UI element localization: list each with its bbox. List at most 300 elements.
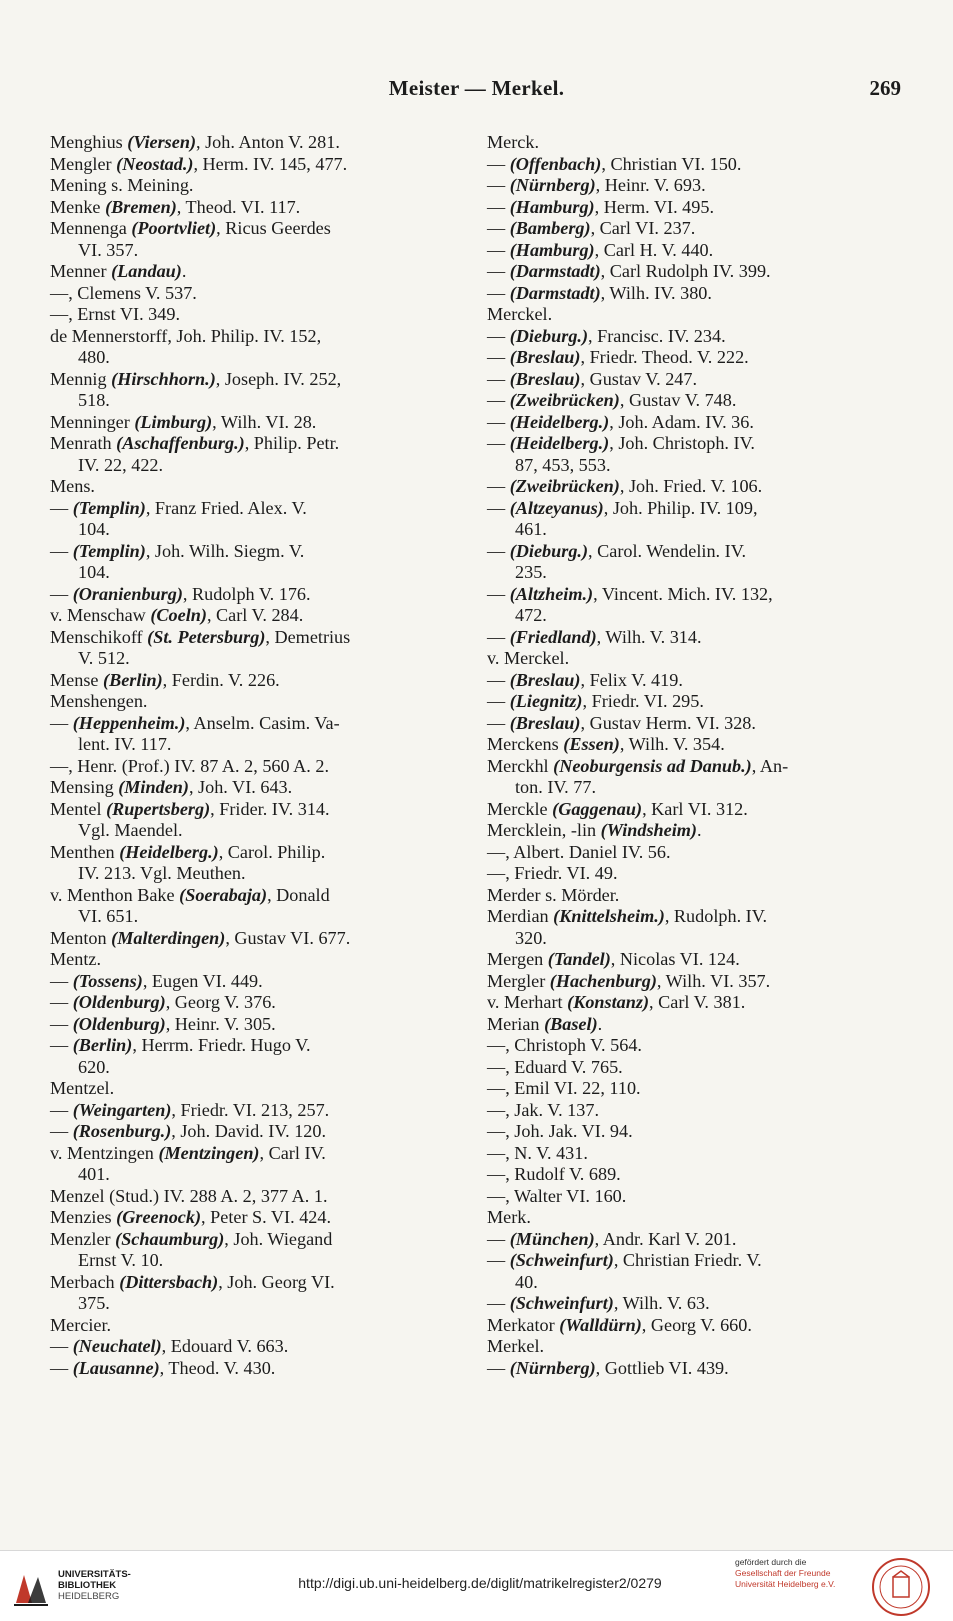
index-entry bbox=[487, 842, 907, 864]
entry-text: —, N. V. 431. bbox=[487, 1142, 588, 1163]
entry-line bbox=[487, 240, 713, 260]
entry-text: Menzies bbox=[50, 1207, 117, 1227]
entry-line bbox=[487, 1057, 623, 1077]
entry-line bbox=[50, 992, 276, 1012]
index-entry bbox=[487, 1186, 907, 1208]
entry-line bbox=[50, 132, 340, 152]
entry-line bbox=[487, 885, 619, 905]
entry-details: , Franz Fried. Alex. V. bbox=[145, 497, 307, 518]
entry-place: (Greenock) bbox=[116, 1207, 202, 1227]
index-entry bbox=[50, 691, 470, 713]
entry-text: —, Clemens V. 537. bbox=[50, 282, 197, 303]
entry-line bbox=[487, 756, 788, 776]
index-entry bbox=[50, 1358, 470, 1380]
library-logo-icon bbox=[10, 1567, 52, 1609]
entry-text: — bbox=[50, 1013, 73, 1034]
index-entry bbox=[487, 175, 907, 197]
entry-place: (Heidelberg.) bbox=[509, 433, 610, 453]
index-entry bbox=[50, 283, 470, 305]
entry-place: (Windsheim) bbox=[600, 820, 697, 840]
index-entry bbox=[50, 584, 470, 606]
entry-continuation: 480. bbox=[78, 347, 110, 367]
entry-details: , Peter S. VI. 424. bbox=[201, 1207, 332, 1227]
entry-details: , Christian VI. 150. bbox=[601, 153, 742, 174]
entry-text: — bbox=[487, 691, 510, 711]
entry-line bbox=[50, 971, 263, 991]
entry-continuation: 620. bbox=[78, 1056, 110, 1077]
index-entry bbox=[487, 132, 907, 154]
entry-place: (Hachenburg) bbox=[549, 970, 657, 991]
entry-text: —, Henr. (Prof.) IV. 87 A. 2, 560 A. 2. bbox=[50, 755, 330, 776]
index-entry bbox=[50, 928, 470, 950]
index-entry bbox=[487, 1164, 907, 1186]
entry-details: , Theod. VI. 117. bbox=[176, 196, 301, 217]
entry-place: (Darmstadt) bbox=[509, 282, 601, 303]
entry-text: —, Albert. Daniel IV. 56. bbox=[487, 841, 671, 862]
index-entry bbox=[50, 218, 470, 261]
entry-text: — bbox=[487, 411, 510, 432]
entry-place: (Aschaffenburg.) bbox=[116, 433, 245, 453]
entry-text: Menzel (Stud.) IV. 288 A. 2, 377 A. 1. bbox=[50, 1185, 328, 1206]
entry-details: , Joseph. IV. 252, bbox=[215, 368, 342, 389]
index-entry bbox=[487, 906, 907, 949]
index-entry bbox=[50, 1121, 470, 1143]
entry-line bbox=[50, 283, 197, 303]
index-entry bbox=[50, 433, 470, 476]
entry-line bbox=[50, 433, 339, 453]
entry-place: (Neostad.) bbox=[116, 153, 194, 174]
entry-details: , Heinr. V. 305. bbox=[165, 1013, 276, 1034]
entry-continuation: ton. IV. 77. bbox=[515, 777, 597, 797]
index-entry bbox=[487, 1229, 907, 1251]
entry-text: Mennig bbox=[50, 368, 112, 389]
entry-place: (Basel) bbox=[544, 1013, 598, 1034]
entry-text: Menner bbox=[50, 261, 112, 281]
entry-details: , Gustav Herm. VI. 328. bbox=[580, 712, 756, 733]
entry-text: Merckhl bbox=[487, 755, 554, 776]
entry-line bbox=[487, 734, 725, 754]
entry-details: , Herm. IV. 145, 477. bbox=[193, 153, 348, 174]
entry-line bbox=[487, 304, 552, 324]
index-entry bbox=[487, 240, 907, 262]
index-entry bbox=[487, 971, 907, 993]
entry-line bbox=[487, 218, 695, 238]
university-seal-icon bbox=[871, 1557, 931, 1617]
entry-details: , Carl V. 381. bbox=[649, 992, 746, 1012]
entry-text: Mengler bbox=[50, 153, 117, 174]
viewer-footer bbox=[0, 1550, 953, 1621]
entry-text: — bbox=[50, 1357, 73, 1378]
entry-continuation: 401. bbox=[78, 1164, 110, 1184]
entry-text: Merbach bbox=[50, 1271, 120, 1292]
entry-text: — bbox=[50, 1121, 73, 1141]
entry-details: , Georg V. 660. bbox=[641, 1314, 752, 1335]
entry-line bbox=[487, 390, 736, 410]
entry-details: , Friedr. VI. 295. bbox=[582, 691, 704, 711]
entry-line bbox=[50, 1143, 326, 1163]
entry-place: (Dittersbach) bbox=[119, 1271, 219, 1292]
entry-details: , Joh. VI. 643. bbox=[188, 777, 293, 797]
entry-text: — bbox=[487, 540, 510, 561]
entry-details: , Joh. Christoph. IV. bbox=[609, 433, 755, 453]
index-entry bbox=[487, 433, 907, 476]
entry-place: (Breslau) bbox=[509, 712, 581, 733]
entry-place: (Hamburg) bbox=[509, 196, 595, 217]
entry-place: (Bamberg) bbox=[509, 218, 591, 238]
index-entry bbox=[50, 541, 470, 584]
entry-text: —, Jak. V. 137. bbox=[487, 1099, 600, 1120]
entry-line bbox=[50, 1336, 288, 1356]
entry-details: , Heinr. V. 693. bbox=[595, 175, 706, 195]
entry-details: , Friedr. VI. 213, 257. bbox=[171, 1099, 330, 1120]
entry-line bbox=[50, 713, 340, 733]
entry-line bbox=[50, 842, 325, 862]
entry-details: , Carl H. V. 440. bbox=[594, 239, 714, 260]
index-entry bbox=[50, 304, 470, 326]
running-title: Meister — Merkel. bbox=[388, 76, 565, 100]
entry-line bbox=[50, 218, 331, 238]
entry-details: , Eugen VI. 449. bbox=[142, 970, 263, 991]
entry-continuation: Vgl. Maendel. bbox=[78, 820, 183, 840]
index-entry bbox=[487, 390, 907, 412]
index-entry bbox=[50, 949, 470, 971]
entry-details: , Gustav V. 247. bbox=[580, 368, 698, 389]
entry-details: , Carl V. 284. bbox=[206, 605, 304, 625]
entry-line bbox=[50, 1014, 276, 1034]
entry-text: — bbox=[487, 626, 510, 647]
entry-line bbox=[50, 928, 350, 948]
entry-text: —, Walter VI. 160. bbox=[487, 1185, 627, 1206]
entry-line bbox=[487, 261, 771, 281]
entry-text: — bbox=[487, 261, 510, 281]
entry-line bbox=[487, 197, 714, 217]
entry-details: , Wilh. VI. 357. bbox=[656, 970, 771, 991]
entry-line bbox=[487, 1100, 599, 1120]
entry-place: (Heidelberg.) bbox=[119, 841, 219, 862]
entry-line bbox=[487, 627, 702, 647]
sponsor-name-line2: Universität Heidelberg e.V. bbox=[735, 1579, 836, 1589]
entry-details: , Wilh. V. 314. bbox=[596, 626, 702, 647]
entry-text: — bbox=[487, 153, 510, 174]
entry-line bbox=[487, 433, 755, 453]
entry-line bbox=[50, 1100, 329, 1120]
entry-line bbox=[487, 1186, 626, 1206]
entry-details: , Nicolas VI. 124. bbox=[610, 949, 740, 969]
index-entry bbox=[487, 992, 907, 1014]
entry-continuation: 320. bbox=[515, 927, 547, 948]
entry-details: , Frider. IV. 314. bbox=[210, 798, 330, 819]
entry-place: (Schweinfurt) bbox=[509, 1250, 614, 1270]
entry-details: , Joh. Adam. IV. 36. bbox=[609, 411, 754, 432]
entry-text: —, Emil VI. 22, 110. bbox=[487, 1078, 641, 1098]
entry-line bbox=[50, 756, 329, 776]
index-entry bbox=[50, 476, 470, 498]
index-entry bbox=[50, 842, 470, 885]
entry-text: Mennenga bbox=[50, 218, 132, 238]
index-entry bbox=[50, 1078, 470, 1100]
entry-place: (Landau) bbox=[111, 261, 182, 281]
entry-line bbox=[487, 132, 539, 152]
entry-continuation: 375. bbox=[78, 1293, 110, 1313]
entry-line bbox=[487, 1293, 710, 1313]
index-entry bbox=[50, 971, 470, 993]
entry-continuation: 235. bbox=[515, 562, 547, 582]
entry-details: , Gustav VI. 677. bbox=[225, 927, 351, 948]
entry-place: (Dieburg.) bbox=[509, 325, 589, 346]
index-entry bbox=[50, 1143, 470, 1186]
entry-text: Menschikoff bbox=[50, 626, 148, 647]
index-entry bbox=[50, 1315, 470, 1337]
index-entry bbox=[487, 197, 907, 219]
entry-place: (Hamburg) bbox=[509, 239, 595, 260]
index-entry bbox=[50, 627, 470, 670]
permalink-url[interactable]: http://digi.ub.uni-heidelberg.de/diglit/matrikelregister2/0279 bbox=[298, 1575, 662, 1591]
library-name bbox=[58, 1569, 131, 1602]
entry-details: , Christian Friedr. V. bbox=[613, 1250, 762, 1270]
sponsor-credit[interactable] bbox=[735, 1557, 865, 1590]
entry-place: (Rupertsberg) bbox=[106, 798, 211, 819]
entry-text: Mens. bbox=[50, 476, 95, 496]
entry-text: — bbox=[487, 218, 510, 238]
page-header bbox=[46, 76, 907, 106]
entry-place: (Lausanne) bbox=[72, 1357, 160, 1378]
index-entry bbox=[487, 691, 907, 713]
entry-details: , Rudolph. IV. bbox=[664, 906, 768, 926]
entry-text: — bbox=[487, 712, 510, 733]
entry-place: (Breslau) bbox=[509, 368, 581, 389]
entry-continuation: VI. 651. bbox=[78, 906, 139, 926]
entry-text: — bbox=[487, 1293, 510, 1313]
entry-text: Menke bbox=[50, 196, 106, 217]
entry-line bbox=[50, 1035, 311, 1055]
index-entry bbox=[487, 1143, 907, 1165]
index-entry bbox=[487, 1358, 907, 1380]
entry-text: — bbox=[487, 347, 510, 367]
entry-text: — bbox=[487, 1357, 510, 1378]
entry-details: , An- bbox=[751, 755, 789, 776]
entry-line bbox=[50, 369, 341, 389]
entry-place: (Poortvliet) bbox=[131, 218, 217, 238]
entry-place: (Coeln) bbox=[150, 605, 207, 625]
entry-text: — bbox=[487, 196, 510, 217]
entry-place: (Templin) bbox=[72, 497, 146, 518]
index-entry bbox=[487, 1293, 907, 1315]
entry-continuation: 461. bbox=[515, 519, 547, 539]
entry-continuation: 472. bbox=[515, 605, 547, 625]
entry-text: —, Christoph V. 564. bbox=[487, 1035, 642, 1055]
entry-place: (Bremen) bbox=[105, 196, 177, 217]
entry-place: (St. Petersburg) bbox=[147, 626, 266, 647]
entry-place: (Malterdingen) bbox=[111, 927, 226, 948]
entry-details: , Wilh. V. 354. bbox=[619, 734, 725, 754]
entry-place: (Zweibrücken) bbox=[509, 476, 620, 496]
entry-details: , Carl VI. 237. bbox=[590, 218, 696, 238]
entry-place: (Berlin) bbox=[72, 1035, 133, 1055]
entry-details: , Herm. VI. 495. bbox=[594, 196, 715, 217]
entry-text: — bbox=[50, 497, 73, 518]
entry-details: , Friedr. Theod. V. 222. bbox=[580, 347, 749, 367]
entry-place: (Breslau) bbox=[509, 347, 581, 367]
index-entry bbox=[487, 799, 907, 821]
entry-line bbox=[50, 949, 101, 969]
index-entry bbox=[487, 670, 907, 692]
entry-line bbox=[50, 1315, 111, 1335]
index-entry bbox=[487, 1035, 907, 1057]
entry-text: — bbox=[50, 1336, 73, 1356]
entry-line bbox=[50, 326, 321, 346]
entry-place: (Rosenburg.) bbox=[72, 1121, 172, 1141]
entry-place: (Heppenheim.) bbox=[72, 712, 186, 733]
entry-text: —, Joh. Jak. VI. 94. bbox=[487, 1121, 633, 1141]
index-entry bbox=[50, 261, 470, 283]
index-entry bbox=[487, 949, 907, 971]
entry-place: (Dieburg.) bbox=[509, 540, 589, 561]
entry-details: , Anselm. Casim. Va- bbox=[185, 712, 340, 733]
entry-details: . bbox=[597, 1013, 603, 1034]
entry-place: (Knittelsheim.) bbox=[553, 906, 665, 926]
entry-place: (Schweinfurt) bbox=[509, 1293, 614, 1313]
entry-details: , Gottlieb VI. 439. bbox=[595, 1357, 729, 1378]
entry-text: — bbox=[487, 1250, 510, 1270]
entry-place: (Oranienburg) bbox=[72, 583, 183, 604]
index-entry bbox=[50, 1207, 470, 1229]
entry-place: (Zweibrücken) bbox=[509, 390, 620, 410]
entry-place: (Oldenburg) bbox=[72, 1013, 166, 1034]
entry-details: , Ferdin. V. 226. bbox=[162, 669, 280, 690]
entry-continuation: 104. bbox=[78, 562, 110, 582]
entry-text: Menghius bbox=[50, 132, 128, 152]
entry-line bbox=[50, 476, 95, 496]
index-entry bbox=[487, 1207, 907, 1229]
index-entry bbox=[50, 1035, 470, 1078]
entry-text: Menninger bbox=[50, 411, 135, 432]
entry-place: (Berlin) bbox=[103, 669, 163, 690]
entry-line bbox=[50, 1078, 114, 1098]
entry-place: (Friedland) bbox=[509, 626, 597, 647]
sponsor-name-line1: Gesellschaft der Freunde bbox=[735, 1568, 831, 1578]
entry-line bbox=[487, 1336, 544, 1356]
entry-text: v. Merhart bbox=[487, 992, 568, 1012]
entry-details: , Joh. Anton V. 281. bbox=[196, 132, 340, 152]
entry-text: Merck. bbox=[487, 132, 540, 152]
entry-line bbox=[50, 627, 350, 647]
entry-place: (Nürnberg) bbox=[509, 175, 596, 195]
entry-text: Mentel bbox=[50, 798, 107, 819]
entry-text: —, Friedr. VI. 49. bbox=[487, 863, 618, 883]
entry-place: (Nürnberg) bbox=[509, 1357, 596, 1378]
index-entry bbox=[50, 1186, 470, 1208]
entry-details: , Herrm. Friedr. Hugo V. bbox=[132, 1035, 311, 1055]
entry-line bbox=[487, 412, 754, 432]
index-entry bbox=[50, 713, 470, 756]
index-entry bbox=[487, 326, 907, 348]
entry-details: , Rudolph V. 176. bbox=[182, 583, 311, 604]
entry-place: (Offenbach) bbox=[509, 153, 602, 174]
index-entry bbox=[487, 369, 907, 391]
index-entry bbox=[487, 1250, 907, 1293]
library-city: HEIDELBERG bbox=[58, 1591, 120, 1602]
entry-place: (Darmstadt) bbox=[509, 261, 601, 281]
entry-text: — bbox=[50, 583, 73, 604]
entry-line bbox=[50, 885, 330, 905]
library-logo[interactable] bbox=[10, 1563, 131, 1611]
entry-text: v. Menthon Bake bbox=[50, 884, 180, 905]
entry-text: — bbox=[50, 540, 73, 561]
entry-place: (Hirschhorn.) bbox=[111, 368, 216, 389]
entry-text: — bbox=[487, 476, 510, 496]
entry-line bbox=[487, 799, 748, 819]
index-entry bbox=[487, 1078, 907, 1100]
entry-continuation: 104. bbox=[78, 519, 110, 539]
entry-text: Merckens bbox=[487, 734, 564, 754]
entry-line bbox=[487, 541, 746, 561]
index-entry bbox=[487, 627, 907, 649]
entry-place: (Essen) bbox=[563, 734, 620, 754]
entry-details: , Wilh. VI. 28. bbox=[212, 411, 317, 432]
entry-text: Mergen bbox=[487, 949, 548, 969]
entry-text: — bbox=[487, 433, 510, 453]
entry-text: — bbox=[487, 390, 510, 410]
entry-details: , Andr. Karl V. 201. bbox=[594, 1228, 737, 1249]
index-entry bbox=[487, 218, 907, 240]
entry-text: Merder s. Mörder. bbox=[487, 884, 620, 905]
entry-line bbox=[487, 347, 749, 367]
entry-continuation: Ernst V. 10. bbox=[78, 1250, 164, 1270]
entry-line bbox=[487, 648, 569, 668]
entry-text: — bbox=[487, 368, 510, 389]
entry-details: , Carl IV. bbox=[259, 1142, 326, 1163]
index-entry bbox=[50, 1100, 470, 1122]
entry-line bbox=[50, 691, 147, 711]
index-entry bbox=[487, 347, 907, 369]
entry-place: (Schaumburg) bbox=[115, 1228, 225, 1249]
entry-line bbox=[50, 498, 307, 518]
entry-text: — bbox=[50, 1099, 73, 1120]
entry-details: , Carol. Philip. bbox=[218, 841, 326, 862]
entry-details: , Theod. V. 430. bbox=[159, 1357, 276, 1378]
entry-text: Mentzel. bbox=[50, 1078, 115, 1098]
entry-text: Merckle bbox=[487, 798, 553, 819]
entry-line bbox=[487, 670, 683, 690]
entry-text: — bbox=[50, 970, 73, 991]
entry-line bbox=[50, 584, 311, 604]
entry-place: (Mentzingen) bbox=[158, 1142, 260, 1163]
entry-line bbox=[50, 1272, 335, 1292]
right-column bbox=[487, 132, 907, 1379]
entry-line bbox=[487, 369, 697, 389]
entry-place: (Konstanz) bbox=[567, 992, 650, 1012]
entry-line bbox=[50, 412, 316, 432]
index-entry bbox=[50, 1336, 470, 1358]
entry-text: — bbox=[487, 239, 510, 260]
entry-line bbox=[487, 691, 704, 711]
entry-continuation: 40. bbox=[515, 1271, 538, 1292]
entry-details: , Karl VI. 312. bbox=[642, 798, 748, 819]
entry-text: Menzler bbox=[50, 1228, 116, 1249]
entry-place: (München) bbox=[509, 1228, 595, 1249]
entry-text: — bbox=[487, 325, 510, 346]
entry-text: —, Rudolf V. 689. bbox=[487, 1164, 621, 1184]
index-entry bbox=[50, 756, 470, 778]
index-entry bbox=[487, 713, 907, 735]
index-entry bbox=[487, 1121, 907, 1143]
library-name-line1: UNIVERSITÄTS- bbox=[58, 1569, 131, 1580]
entry-text: Mensing bbox=[50, 777, 119, 797]
index-entry bbox=[50, 1014, 470, 1036]
entry-details: , Joh. Fried. V. 106. bbox=[619, 476, 763, 496]
entry-place: (Viersen) bbox=[127, 132, 197, 152]
entry-line bbox=[487, 1014, 602, 1034]
